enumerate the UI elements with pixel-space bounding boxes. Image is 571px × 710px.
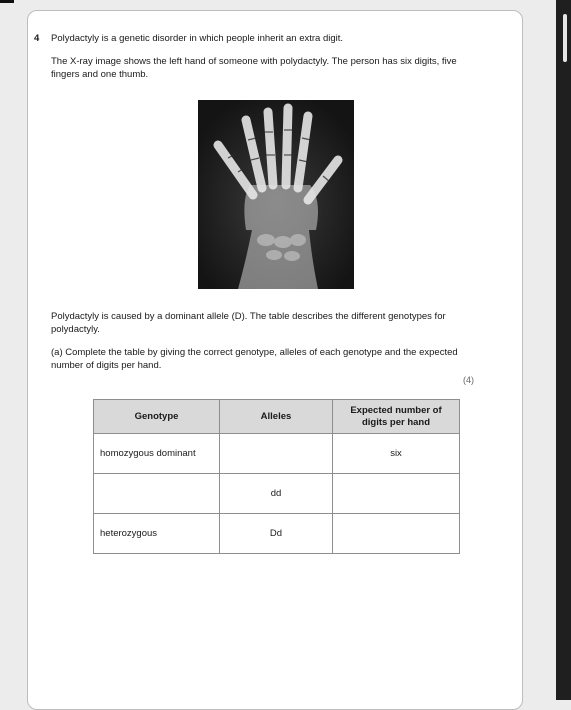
header-expected-digits: Expected number of digits per hand	[333, 400, 460, 434]
table-row	[94, 474, 460, 514]
header-genotype: Genotype	[94, 400, 220, 434]
question-number: 4	[34, 33, 40, 44]
header-alleles: Alleles	[220, 400, 333, 434]
table-row	[94, 434, 460, 474]
cell-alleles: Dd	[220, 514, 333, 554]
cell-digits[interactable]	[333, 474, 460, 514]
cell-alleles[interactable]	[220, 434, 333, 474]
scrollbar-thumb[interactable]	[563, 14, 567, 62]
cause-paragraph: Polydactyly is caused by a dominant allele (D). The table describes the different genotypes for polydactyly.	[51, 311, 446, 335]
cell-genotype: heterozygous	[94, 514, 220, 554]
genotype-table	[93, 399, 460, 554]
cell-genotype: homozygous dominant	[94, 434, 220, 474]
question-intro: Polydactyly is a genetic disorder in which people inherit an extra digit.	[51, 33, 344, 44]
cell-digits: six	[333, 434, 460, 474]
cell-digits[interactable]	[333, 514, 460, 554]
table-row	[94, 514, 460, 554]
table-header-row	[94, 400, 460, 434]
scrollbar-track[interactable]	[556, 0, 571, 700]
cell-alleles: dd	[220, 474, 333, 514]
xray-description: The X-ray image shows the left hand of someone with polydactyly. The person has six digits, five fingers and one thumb.	[51, 56, 457, 80]
marks-label: (4)	[463, 375, 474, 385]
top-edge-marker	[0, 0, 14, 3]
hand-xray-image	[198, 100, 354, 289]
part-a-instruction: (a) Complete the table by giving the correct genotype, alleles of each genotype and the expected number of digits per hand.	[51, 347, 458, 371]
cell-genotype[interactable]	[94, 474, 220, 514]
